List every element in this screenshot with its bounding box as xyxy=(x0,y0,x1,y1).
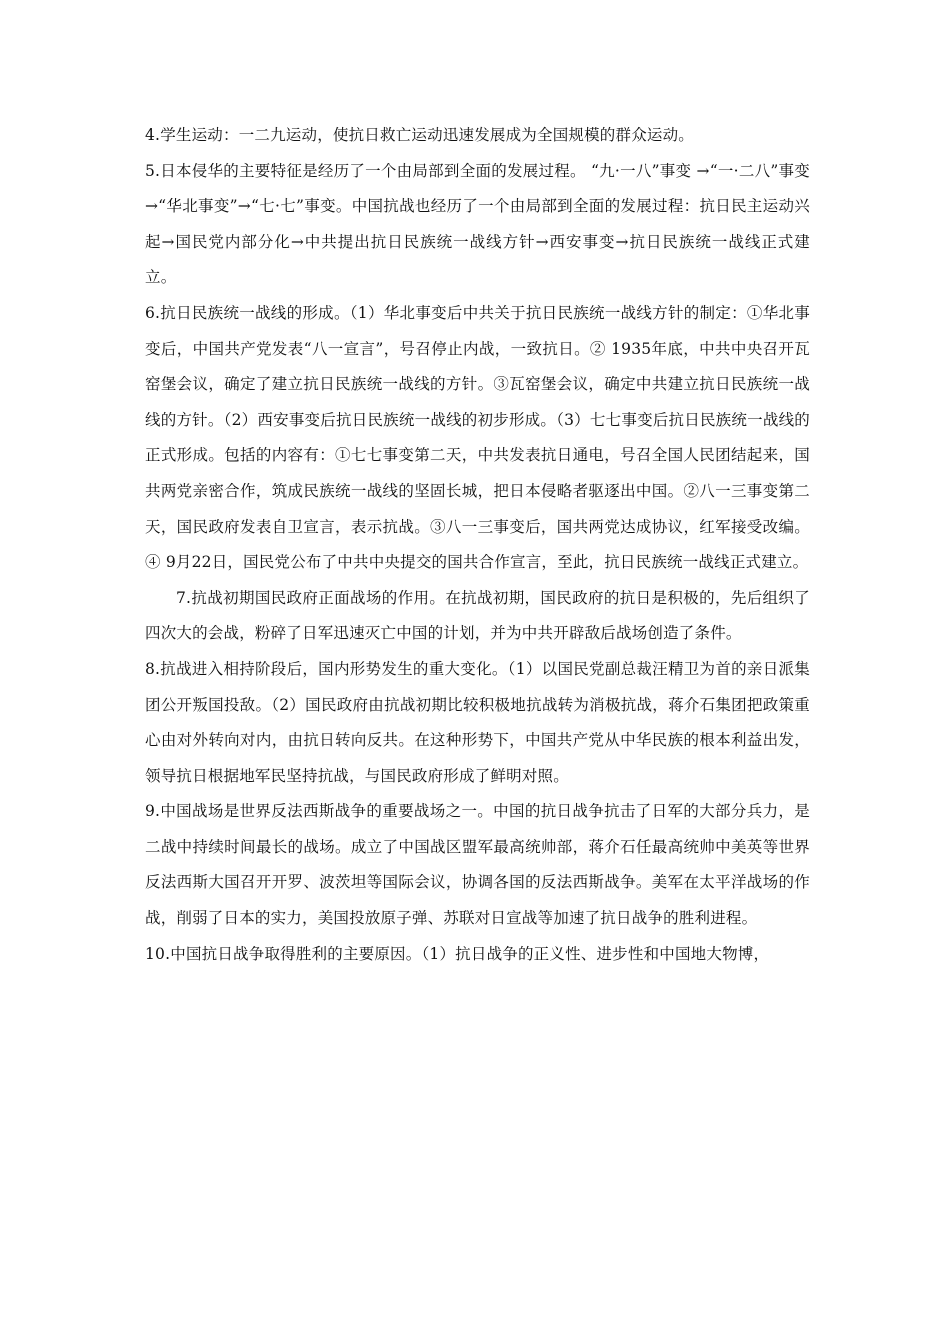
paragraph-8: 8.抗战进入相持阶段后，国内形势发生的重大变化。（1）以国民党副总裁汪精卫为首的亲日派集团公开叛国投敌。（2）国民政府由抗战初期比较积极地抗战转为消极抗战，蒋介石集团把政策重心由对外转向对内，由抗日转向反共。在这种形势下，中国共产党从中华民族的根本利益出发，领导抗日根据地军民坚持抗战，与国民政府形成了鲜明对照。 xyxy=(145,659,810,785)
paragraph-5: 5.日本侵华的主要特征是经历了一个由局部到全面的发展过程。 “九·一八”事变 →“一·二八”事变 →“华北事变”→“七·七”事变。中国抗战也经历了一个由局部到全面的发展过程：抗日民主运动兴起→国民党内部分化→中共提出抗日民族统一战线方针→西安事变→抗日民族统一战线正式建立。 xyxy=(145,161,810,287)
paragraph-6: 6.抗日民族统一战线的形成。（1）华北事变后中共关于抗日民族统一战线方针的制定：①华北事变后，中国共产党发表“八一宣言”，号召停止内战，一致抗日。② 1935年底，中共中央召开瓦窑堡会议，确定了建立抗日民族统一战线的方针。③瓦窑堡会议，确定中共建立抗日民族统一战线的方针。（2）西安事变后抗日民族统一战线的初步形成。（3）七七事变后抗日民族统一战线的正式形成。包括的内容有：①七七事变第二天，中共发表抗日通电，号召全国人民团结起来，国共两党亲密合作，筑成民族统一战线的坚固长城，把日本侵略者驱逐出中国。②八一三事变第二天，国民政府发表自卫宣言，表示抗战。③八一三事变后，国共两党达成协议，红军接受改编。④ 9月22日，国民党公布了中共中央提交的国共合作宣言，至此，抗日民族统一战线正式建立。 xyxy=(145,303,810,572)
paragraph-10: 10.中国抗日战争取得胜利的主要原因。（1）抗日战争的正义性、进步性和中国地大物博， xyxy=(145,944,770,963)
paragraph-9: 9.中国战场是世界反法西斯战争的重要战场之一。中国的抗日战争抗击了日军的大部分兵力，是二战中持续时间最长的战场。成立了中国战区盟军最高统帅部，蒋介石任最高统帅中美英等世界反法西斯大国召开开罗、波茨坦等国际会议，协调各国的反法西斯战争。美军在太平洋战场的作战，削弱了日本的实力，美国投放原子弹、苏联对日宣战等加速了抗日战争的胜利进程。 xyxy=(145,802,810,928)
document-body xyxy=(145,118,810,972)
paragraph-4: 4.学生运动：一二九运动，使抗日救亡运动迅速发展成为全国规模的群众运动。 xyxy=(145,126,694,144)
paragraph-7: 7.抗战初期国民政府正面战场的作用。在抗战初期，国民政府的抗日是积极的，先后组织了四次大的会战，粉碎了日军迅速灭亡中国的计划，并为中共开辟敌后战场创造了条件。 xyxy=(145,588,810,643)
